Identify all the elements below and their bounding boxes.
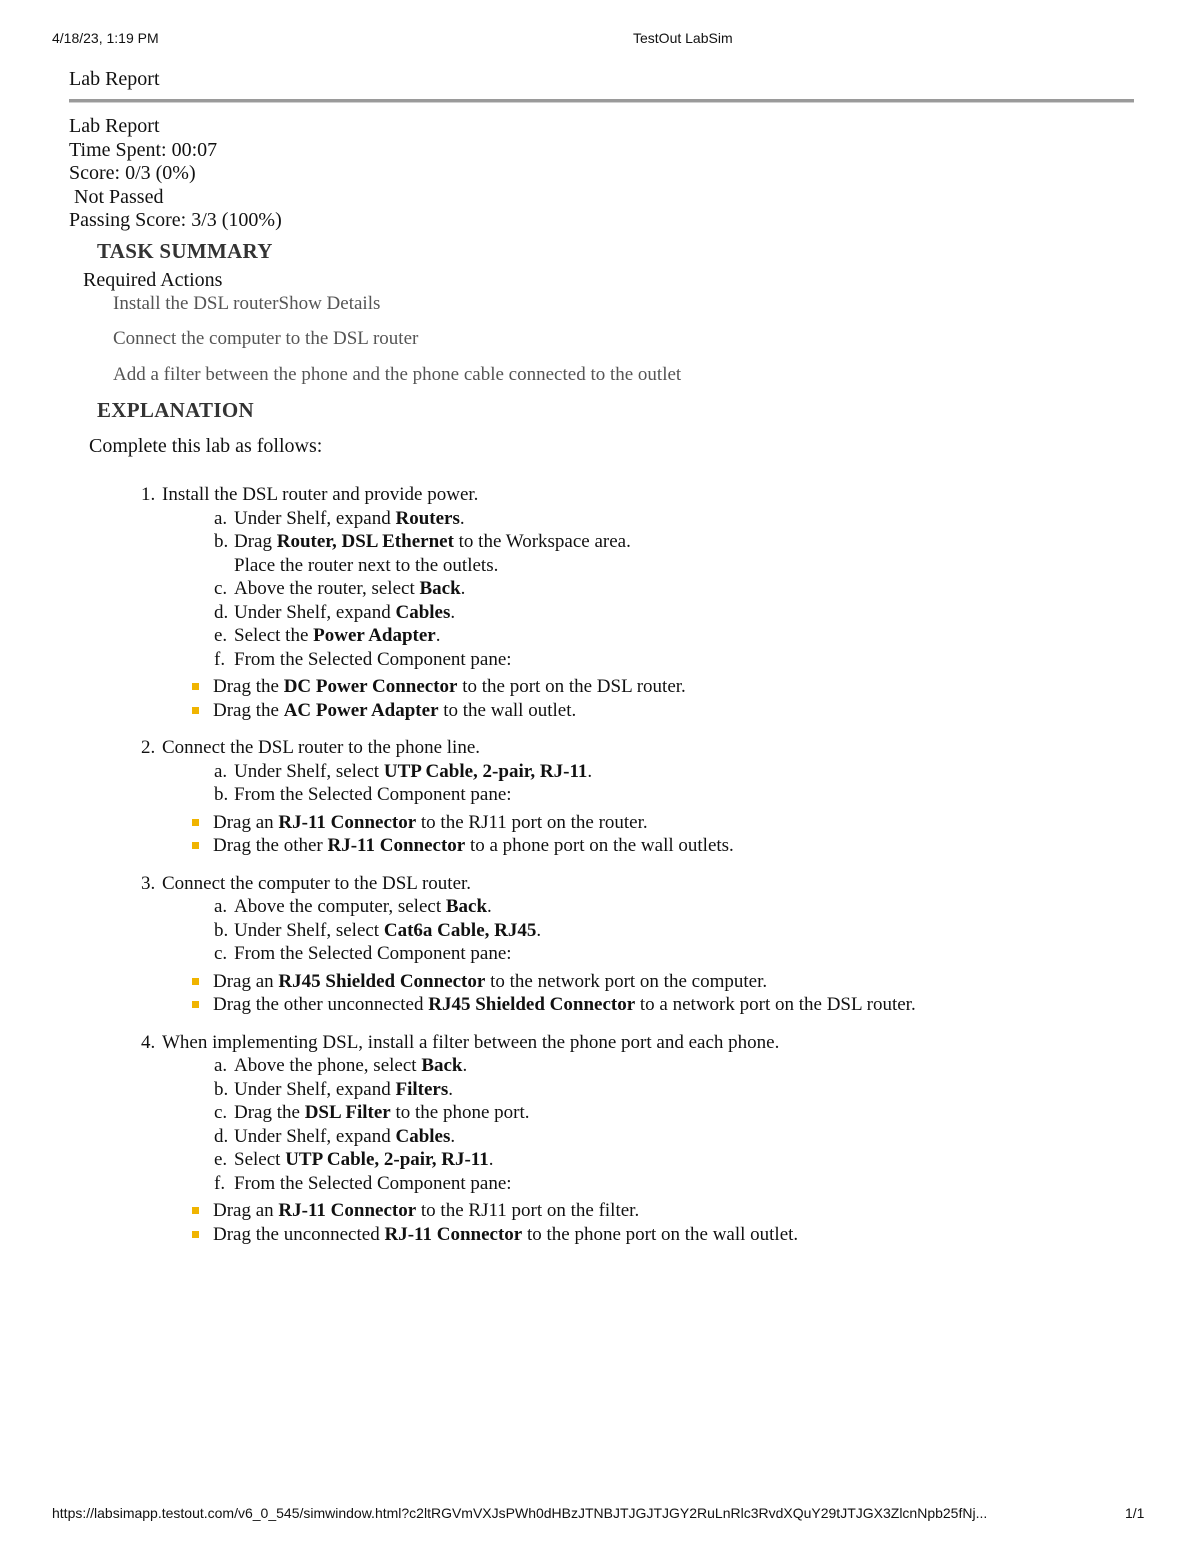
- substep-text-end: .: [435, 625, 441, 647]
- bullet-item: [192, 1223, 1134, 1247]
- bullet-text-end: to the wall outlet.: [438, 699, 577, 721]
- bullet-emphasis: AC Power Adapter: [283, 699, 439, 721]
- substep-letter: e.: [214, 1149, 228, 1171]
- substep-text: Under Shelf, select: [234, 919, 384, 941]
- substep-text: Above the router, select: [234, 578, 420, 600]
- substep-emphasis: Cables: [395, 601, 451, 623]
- bullet-emphasis: RJ-11 Connector: [384, 1223, 523, 1245]
- substep-text-end: .: [450, 601, 456, 623]
- bullets-list: [192, 1199, 1134, 1246]
- step-text: Connect the DSL router to the phone line.: [162, 737, 480, 759]
- substep-text: Above the phone, select: [234, 1055, 422, 1077]
- step-item: [141, 1031, 1134, 1247]
- bullets-list: [192, 811, 1134, 858]
- bullet-item: [192, 834, 1134, 858]
- substep-item: [214, 942, 1134, 966]
- substep-item: [214, 624, 1134, 648]
- substep-item: [214, 530, 1134, 577]
- bullet-text-end: to the RJ11 port on the filter.: [416, 1200, 640, 1222]
- substep-letter: f.: [214, 648, 226, 670]
- substep-text: Select: [234, 1149, 286, 1171]
- substep-item: [214, 601, 1134, 625]
- step-number: 2.: [141, 737, 156, 759]
- substep-item: [214, 1054, 1134, 1078]
- substep-text-end: .: [536, 919, 542, 941]
- bullet-emphasis: DC Power Connector: [283, 676, 458, 698]
- bullet-text: Drag the: [213, 699, 284, 721]
- steps-list: [69, 483, 1134, 1246]
- bullet-item: [192, 970, 1134, 994]
- substep-emphasis: Cables: [395, 1125, 451, 1147]
- score: Score: 0/3 (0%): [69, 162, 196, 185]
- bullet-text: Drag an: [213, 970, 279, 992]
- divider: [69, 99, 1134, 103]
- show-details-link[interactable]: Show Details: [278, 292, 381, 314]
- time-spent: Time Spent: 00:07: [69, 138, 218, 161]
- bullet-emphasis: RJ-11 Connector: [327, 835, 466, 857]
- bullet-text: Drag an: [213, 811, 279, 833]
- substep-emphasis: Power Adapter: [313, 625, 436, 647]
- substep-letter: d.: [214, 601, 229, 623]
- substep-text-end: .: [448, 1078, 453, 1100]
- substep-letter: d.: [214, 1125, 229, 1147]
- substep-text: From the Selected Component pane:: [234, 784, 512, 806]
- page-number: 1/1: [1125, 1505, 1145, 1521]
- step-item: [141, 483, 1134, 722]
- substep-emphasis: Filters: [395, 1078, 449, 1100]
- substeps-list: [214, 895, 1134, 966]
- bullet-text: Drag the: [213, 676, 284, 698]
- bullet-item: [192, 811, 1134, 835]
- substep-item: [214, 1172, 1134, 1196]
- substep-text-end: .: [587, 760, 593, 782]
- substep-text-end: .: [450, 1125, 456, 1147]
- status-text: Not Passed: [74, 185, 164, 208]
- bullet-item: [192, 993, 1134, 1017]
- substep-text-end: .: [460, 578, 466, 600]
- substep-item: [214, 760, 1134, 784]
- substep-letter: b.: [214, 531, 229, 553]
- substep-letter: c.: [214, 578, 228, 600]
- required-action: [113, 292, 1134, 316]
- substep-text: Select the: [234, 625, 314, 647]
- print-url: https://labsimapp.testout.com/v6_0_545/simwindow.html?c2ltRGVmVXJsPWh0dHBzJTNBJTJGJTJGY2RuLnRlc3RvdXQuY29tJTJGX3ZlcnNpb25fNj...: [52, 1505, 988, 1521]
- substep-letter: e.: [214, 625, 228, 647]
- substep-item: [214, 895, 1134, 919]
- substep-emphasis: DSL Filter: [304, 1102, 391, 1124]
- explanation-intro: Complete this lab as follows:: [89, 435, 323, 458]
- bullet-text: Drag the unconnected: [213, 1223, 385, 1245]
- passing-score: Passing Score: 3/3 (100%): [69, 209, 282, 232]
- print-datetime: 4/18/23, 1:19 PM: [52, 30, 159, 46]
- bullet-emphasis: RJ-11 Connector: [278, 1200, 417, 1222]
- print-header: [0, 30, 1200, 50]
- substep-letter: b.: [214, 1078, 229, 1100]
- substep-text: Under Shelf, expand: [234, 601, 396, 623]
- substep-item: [214, 1078, 1134, 1102]
- bullet-text: Drag an: [213, 1200, 279, 1222]
- substep-text: Drag: [234, 531, 277, 553]
- substep-emphasis: Back: [445, 896, 488, 918]
- substep-letter: a.: [214, 896, 228, 918]
- substep-text: Under Shelf, expand: [234, 1125, 396, 1147]
- substep-extra: Place the router next to the outlets.: [234, 554, 499, 576]
- substep-text: Under Shelf, select: [234, 760, 384, 782]
- substep-item: [214, 577, 1134, 601]
- step-text: Connect the computer to the DSL router.: [162, 872, 472, 894]
- substep-item: [214, 1148, 1134, 1172]
- substep-item: [214, 783, 1134, 807]
- substep-text-end: .: [459, 507, 465, 529]
- bullet-emphasis: RJ-11 Connector: [278, 811, 417, 833]
- required-actions-title: Required Actions: [83, 268, 223, 291]
- required-action: Connect the computer to the DSL router: [113, 328, 419, 350]
- substep-letter: b.: [214, 919, 229, 941]
- bullet-text-end: to the phone port on the wall outlet.: [522, 1223, 799, 1245]
- step-item: [141, 736, 1134, 858]
- substep-letter: c.: [214, 943, 228, 965]
- step-number: 3.: [141, 872, 156, 894]
- substep-emphasis: Cat6a Cable, RJ45: [383, 919, 537, 941]
- substeps-list: [214, 760, 1134, 807]
- substeps-list: [214, 1054, 1134, 1195]
- substep-letter: a.: [214, 1055, 228, 1077]
- substep-letter: b.: [214, 784, 229, 806]
- substep-letter: f.: [214, 1172, 226, 1194]
- substep-item: [214, 648, 1134, 672]
- bullet-emphasis: RJ45 Shielded Connector: [278, 970, 486, 992]
- lab-report: [69, 66, 1134, 1260]
- bullet-item: [192, 675, 1134, 699]
- substep-text-end: to the Workspace area.: [453, 531, 631, 553]
- substep-text: From the Selected Component pane:: [234, 648, 512, 670]
- page-title: Lab Report: [69, 68, 160, 90]
- substep-emphasis: Routers: [395, 507, 460, 529]
- task-summary-heading: TASK SUMMARY: [97, 238, 273, 263]
- substep-letter: c.: [214, 1102, 228, 1124]
- bullet-item: [192, 1199, 1134, 1223]
- substep-emphasis: UTP Cable, 2-pair, RJ-11: [383, 760, 588, 782]
- bullets-list: [192, 970, 1134, 1017]
- report-subtitle: Lab Report: [69, 115, 160, 137]
- substep-text-end: .: [488, 1149, 494, 1171]
- step-number: 1.: [141, 484, 156, 506]
- bullet-text: Drag the other unconnected: [213, 994, 429, 1016]
- substep-text: Under Shelf, expand: [234, 507, 396, 529]
- step-item: [141, 872, 1134, 1017]
- required-action-text: Install the DSL router: [113, 292, 279, 314]
- bullets-list: [192, 675, 1134, 722]
- explanation-heading: EXPLANATION: [97, 398, 254, 423]
- substep-item: [214, 919, 1134, 943]
- bullet-item: [192, 699, 1134, 723]
- substeps-list: [214, 507, 1134, 672]
- bullet-text-end: to a network port on the DSL router.: [635, 994, 916, 1016]
- substep-text-end: to the phone port.: [390, 1102, 530, 1124]
- bullet-emphasis: RJ45 Shielded Connector: [428, 994, 636, 1016]
- substep-item: [214, 1125, 1134, 1149]
- required-action: Add a filter between the phone and the phone cable connected to the outlet: [113, 363, 682, 385]
- bullet-text-end: to a phone port on the wall outlets.: [465, 835, 734, 857]
- step-text: Install the DSL router and provide power.: [162, 484, 479, 506]
- substep-text: Drag the: [234, 1102, 305, 1124]
- substep-emphasis: UTP Cable, 2-pair, RJ-11: [285, 1149, 489, 1171]
- substep-text: Above the computer, select: [234, 896, 446, 918]
- substep-text: Under Shelf, expand: [234, 1078, 396, 1100]
- bullet-text-end: to the network port on the computer.: [485, 970, 768, 992]
- substep-letter: a.: [214, 507, 228, 529]
- substep-emphasis: Back: [421, 1055, 463, 1077]
- step-number: 4.: [141, 1031, 156, 1053]
- bullet-text: Drag the other: [213, 835, 328, 857]
- substep-text: From the Selected Component pane:: [234, 943, 512, 965]
- print-page-title: TestOut LabSim: [633, 30, 733, 46]
- substep-emphasis: Back: [419, 578, 461, 600]
- print-footer: [0, 1505, 1200, 1525]
- bullet-text-end: to the port on the DSL router.: [457, 676, 686, 698]
- substep-text: From the Selected Component pane:: [234, 1172, 512, 1194]
- substep-letter: a.: [214, 760, 228, 782]
- substep-item: [214, 507, 1134, 531]
- substep-item: [214, 1101, 1134, 1125]
- substep-emphasis: Router, DSL Ethernet: [276, 531, 454, 553]
- substep-text-end: .: [487, 896, 492, 918]
- substep-text-end: .: [462, 1055, 468, 1077]
- step-text: When implementing DSL, install a filter between the phone port and each phone.: [162, 1031, 780, 1053]
- bullet-text-end: to the RJ11 port on the router.: [416, 811, 648, 833]
